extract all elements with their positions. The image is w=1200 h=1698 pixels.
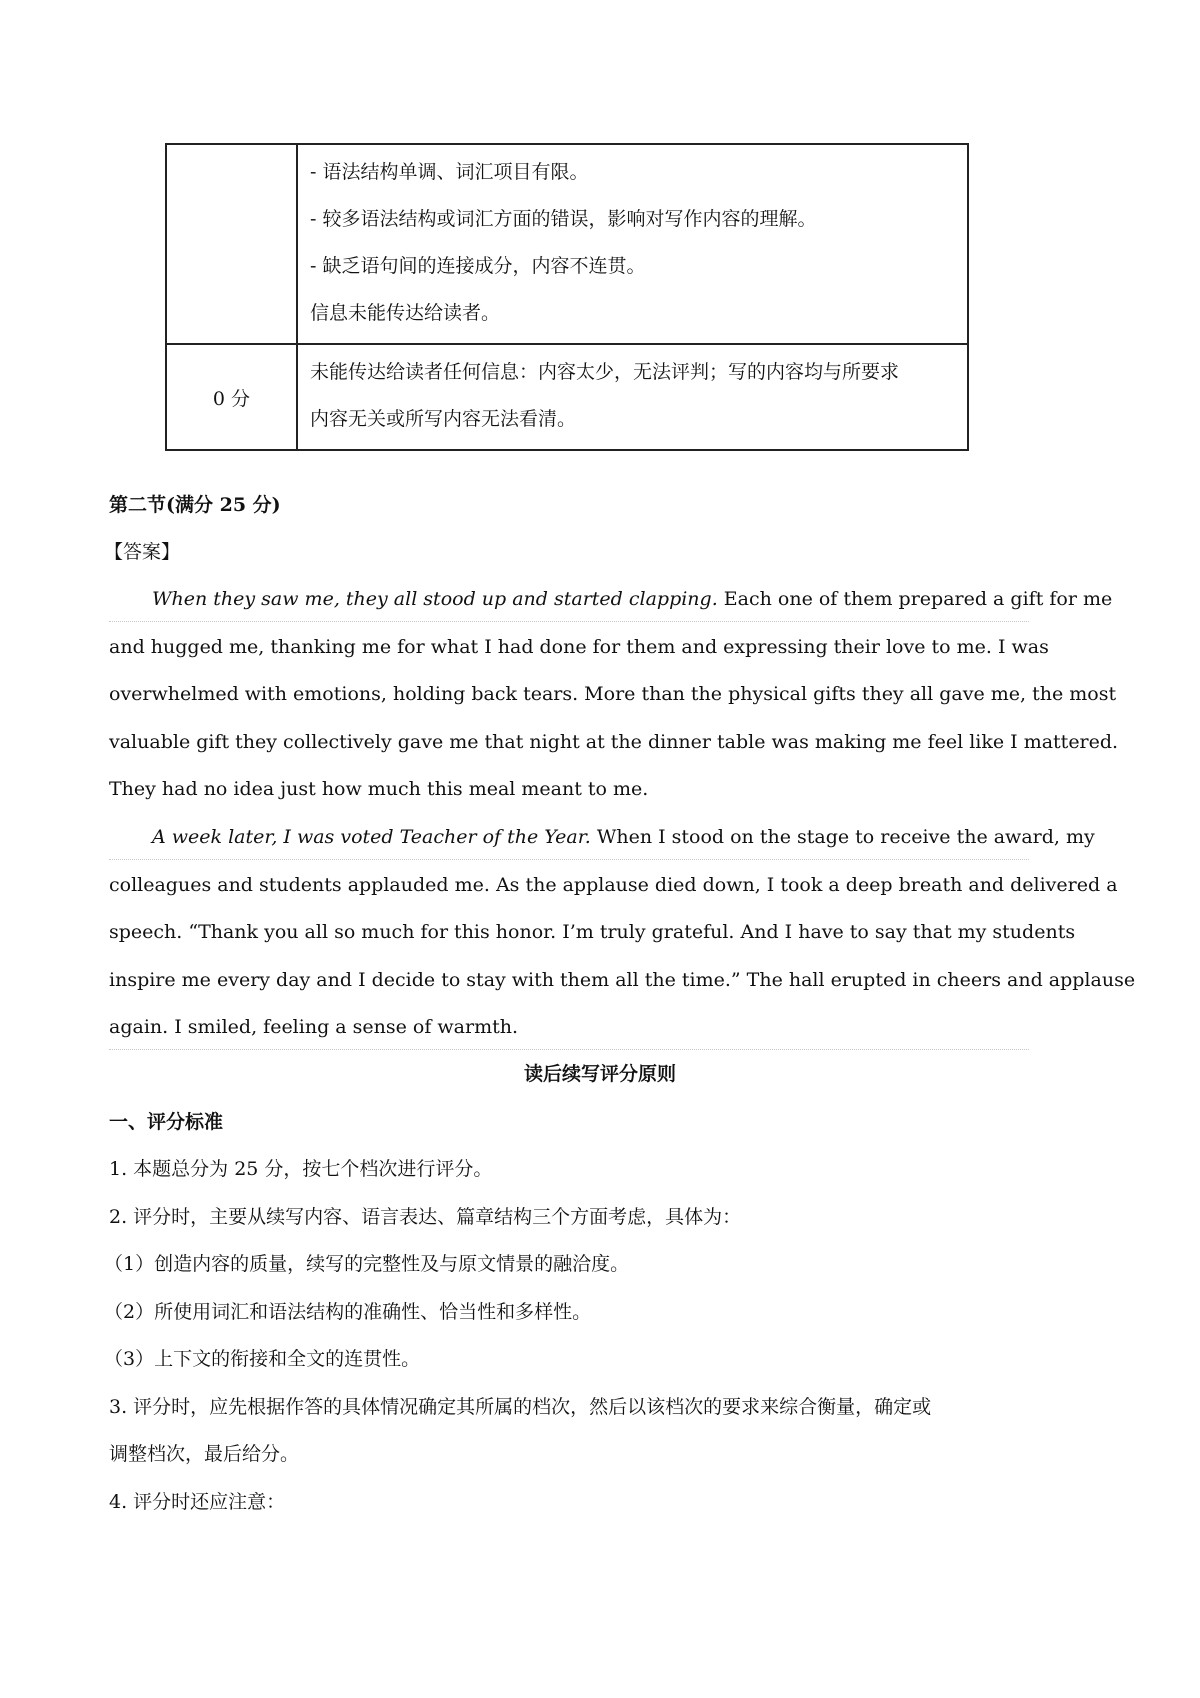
paragraph-2-line: colleagues and students applauded me. As the applause died down, I took a deep breath and delivered a	[109, 874, 1118, 896]
paragraph-2-line: speech. “Thank you all so much for this honor. I’m truly grateful. And I have to say that my students	[109, 921, 1076, 943]
paragraph-2-line-1	[152, 814, 1095, 861]
rubric-line: 未能传达给读者任何信息：内容太少，无法评判；写的内容均与所要求	[310, 361, 900, 383]
principle-subitem: （1）创造内容的质量，续写的完整性及与原文情景的融洽度。	[104, 1253, 630, 1275]
rubric-description-cell	[297, 144, 968, 344]
answer-label: 【答案】	[104, 541, 181, 563]
principle-subitem: （2）所使用词汇和语法结构的准确性、恰当性和多样性。	[104, 1301, 592, 1323]
principle-item: 4. 评分时还应注意：	[109, 1491, 286, 1513]
rubric-description-cell	[297, 344, 968, 450]
dotted-rule	[109, 621, 1029, 622]
rubric-line: - 语法结构单调、词汇项目有限。	[310, 161, 589, 183]
principle-item: 1. 本题总分为 25 分，按七个档次进行评分。	[109, 1158, 493, 1180]
section-heading: 第二节(满分 25 分)	[109, 494, 281, 516]
paragraph-2-line: inspire me every day and I decide to stay with them all the time.” The hall erupted in cheers and applause	[109, 969, 1136, 991]
paragraph-1-line: valuable gift they collectively gave me that night at the dinner table was making me feel like I mattered.	[109, 731, 1119, 753]
principle-item: 3. 评分时，应先根据作答的具体情况确定其所属的档次，然后以该档次的要求来综合衡量，确定或	[109, 1396, 932, 1418]
rubric-line: 信息未能传达给读者。	[310, 302, 501, 324]
paragraph-1-lead-sentence: When they saw me, they all stood up and started clapping.	[152, 588, 718, 610]
paragraph-1-line-1	[152, 576, 1112, 623]
paragraph-1-line: overwhelmed with emotions, holding back tears. More than the physical gifts they all gave me, the most	[109, 683, 1117, 705]
rubric-row	[166, 344, 968, 450]
dotted-rule	[109, 859, 1029, 860]
paragraph-2-line: again. I smiled, feeling a sense of warmth.	[109, 1016, 519, 1038]
paragraph-1-line-1-rest: Each one of them prepared a gift for me	[717, 588, 1113, 610]
paragraph-2-lead-sentence: A week later, I was voted Teacher of the Year.	[152, 826, 591, 848]
principles-subheading: 一、评分标准	[109, 1111, 224, 1133]
paragraph-1-line: and hugged me, thanking me for what I had done for them and expressing their love to me. I was	[109, 636, 1049, 658]
rubric-table	[165, 143, 969, 451]
rubric-score-cell	[166, 144, 297, 344]
rubric-line: - 缺乏语句间的连接成分，内容不连贯。	[310, 255, 646, 277]
principles-title: 读后续写评分原则	[523, 1063, 676, 1085]
rubric-line: 内容无关或所写内容无法看清。	[310, 408, 577, 430]
principle-item-continued: 调整档次，最后给分。	[109, 1443, 300, 1465]
rubric-score-cell: 0 分	[166, 344, 297, 450]
dotted-rule	[109, 1049, 1029, 1050]
paragraph-2-line-1-rest: When I stood on the stage to receive the award, my	[590, 826, 1095, 848]
rubric-row	[166, 144, 968, 344]
principle-subitem: （3）上下文的衔接和全文的连贯性。	[104, 1348, 421, 1370]
principle-item: 2. 评分时，主要从续写内容、语言表达、篇章结构三个方面考虑，具体为：	[109, 1206, 742, 1228]
paragraph-1-line: They had no idea just how much this meal meant to me.	[109, 778, 649, 800]
rubric-line: - 较多语法结构或词汇方面的错误，影响对写作内容的理解。	[310, 208, 817, 230]
